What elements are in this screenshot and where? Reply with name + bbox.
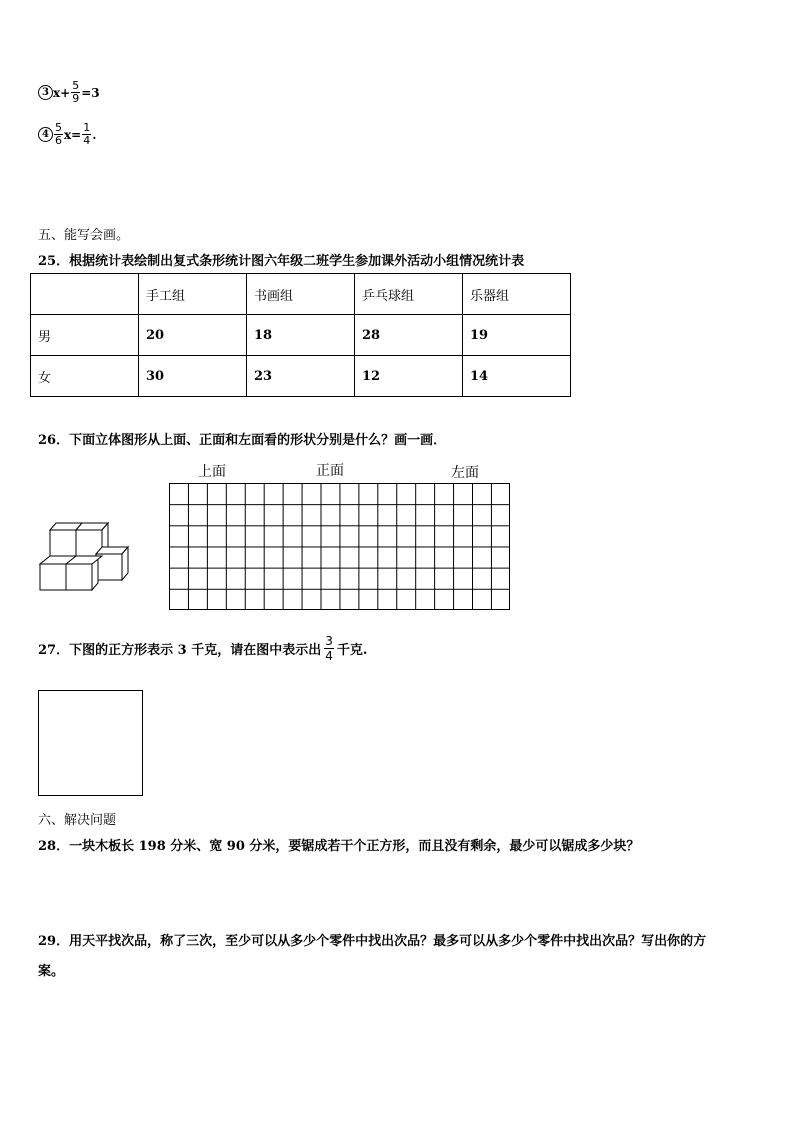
drawing-grid[interactable]	[169, 483, 510, 610]
question-27-text-before: 27．下图的正方形表示 3 千克，请在图中表示出	[38, 643, 322, 658]
table-row	[31, 315, 571, 356]
fraction-numerator: 5	[72, 79, 80, 92]
table-row-label: 男	[31, 315, 139, 356]
fraction-numerator: 1	[83, 121, 91, 134]
table-row	[31, 356, 571, 397]
grid-label-front: 正面	[316, 463, 344, 479]
table-header-cell: 乒乓球组	[355, 274, 463, 315]
equation-3	[38, 80, 100, 105]
table-header-cell: 乐器组	[463, 274, 571, 315]
fraction-numerator: 3	[325, 634, 333, 648]
equation-term: =3	[81, 85, 100, 100]
question-29-text: 29．用天平找次品，称了三次，至少可以从多少个零件中找出次品？最多可以从多少个零件中找出次品？写出你的方	[38, 934, 707, 949]
question-27-text	[38, 634, 367, 663]
table-cell: 14	[463, 356, 571, 397]
equation-term: x=	[64, 127, 82, 142]
fraction	[324, 634, 334, 663]
section-heading: 六、解决问题	[38, 813, 117, 828]
table-header-cell	[31, 274, 139, 315]
answer-square[interactable]	[38, 690, 143, 796]
section-heading: 五、能写会画。	[38, 228, 130, 243]
grid-label-left: 左面	[451, 465, 479, 481]
question-27-text-after: 千克.	[336, 643, 368, 658]
table-cell: 19	[463, 315, 571, 356]
fraction-denominator: 9	[72, 92, 80, 105]
grid-label-top: 上面	[198, 464, 226, 480]
question-26-text: 26．下面立体图形从上面、正面和左面看的形状分别是什么？画一画．	[38, 433, 447, 448]
table-header-cell: 书画组	[247, 274, 355, 315]
fraction-numerator: 5	[55, 121, 62, 134]
equation-term: .	[92, 127, 97, 142]
table-cell: 30	[139, 356, 247, 397]
table-row-label: 女	[31, 356, 139, 397]
table-cell: 12	[355, 356, 463, 397]
equation-term: x+	[53, 85, 71, 100]
table-cell: 20	[139, 315, 247, 356]
cube-stack-figure	[36, 518, 136, 592]
table-header-cell: 手工组	[139, 274, 247, 315]
equation-number-marker: 3	[38, 85, 53, 100]
table-cell: 28	[355, 315, 463, 356]
fraction-denominator: 4	[325, 649, 333, 663]
table-cell: 23	[247, 356, 355, 397]
statistics-table	[30, 273, 571, 397]
fraction	[54, 122, 63, 147]
fraction-denominator: 6	[55, 134, 62, 147]
table-header-row	[31, 274, 571, 315]
table-cell: 18	[247, 315, 355, 356]
fraction-denominator: 4	[83, 134, 91, 147]
question-25-text: 25．根据统计表绘制出复式条形统计图六年级二班学生参加课外活动小组情况统计表	[38, 254, 525, 269]
equation-4	[38, 122, 96, 147]
question-28-text: 28．一块木板长 198 分米、宽 90 分米，要锯成若干个正方形，而且没有剩余，最少可以锯成多少块？	[38, 839, 640, 854]
fraction	[82, 122, 91, 147]
fraction	[71, 80, 80, 105]
equation-number-marker: 4	[38, 127, 53, 142]
question-29-text-cont: 案。	[38, 964, 65, 979]
